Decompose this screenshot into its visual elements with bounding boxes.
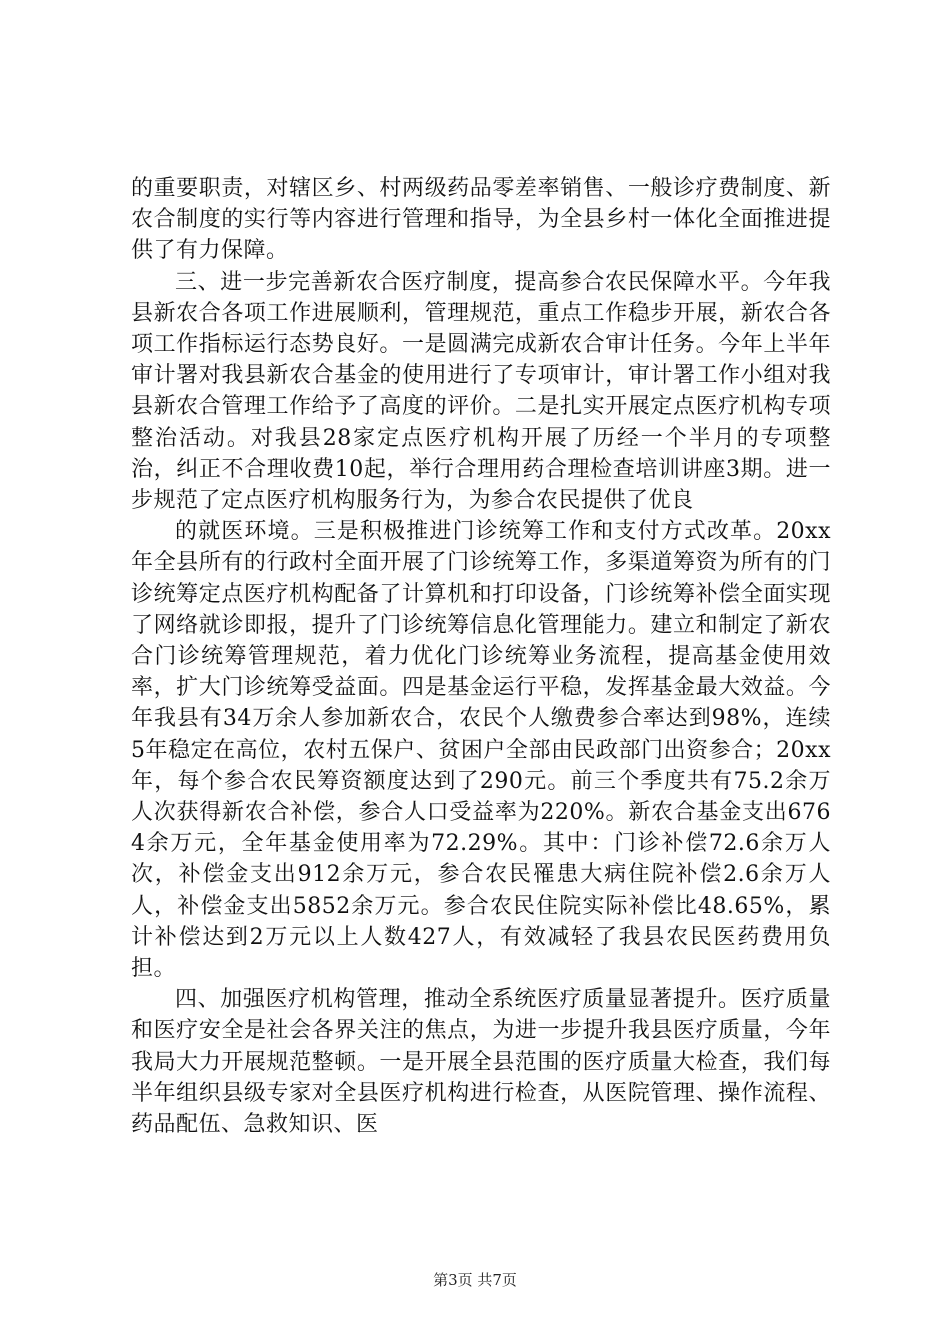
page-number-footer: 第3页 共7页 [433, 1271, 517, 1289]
paragraph-section-three: 三、进一步完善新农合医疗制度，提高参合农民保障水平。今年我县新农合各项工作进展顺利，管理规范，重点工作稳步开展，新农合各项工作指标运行态势良好。一是圆满完成新农合审计任务。今年上半年审计署对我县新农合基金的使用进行了专项审计，审计署工作小组对我县新农合管理工作给予了高度的评价。二是扎实开展定点医疗机构专项整治活动。对我县28家定点医疗机构开展了历经一个半月的专项整治，纠正不合理收费10起，举行合理用药合理检查培训讲座3期。进一步规范了定点医疗机构服务行为，为参合农民提供了优良 [131, 269, 831, 514]
paragraph-continuation: 的重要职责，对辖区乡、村两级药品零差率销售、一般诊疗费制度、新农合制度的实行等内容进行管理和指导，为全县乡村一体化全面推进提供了有力保障。 [131, 176, 831, 264]
document-body [131, 173, 831, 1140]
paragraph-outpatient-reform: 的就医环境。三是积极推进门诊统筹工作和支付方式改革。20xx年全县所有的行政村全面开展了门诊统筹工作，多渠道筹资为所有的门诊统筹定点医疗机构配备了计算机和打印设备，门诊统筹补偿全面实现了网络就诊即报，提升了门诊统筹信息化管理能力。建立和制定了新农合门诊统筹管理规范，着力优化门诊统筹业务流程，提高基金使用效率，扩大门诊统筹受益面。四是基金运行平稳，发挥基金最大效益。今年我县有34万余人参加新农合，农民个人缴费参合率达到98%，连续5年稳定在高位，农村五保户、贫困户全部由民政部门出资参合；20xx年，每个参合农民筹资额度达到了290元。前三个季度共有75.2余万人次获得新农合补偿，参合人口受益率为220%。新农合基金支出6764余万元，全年基金使用率为72.29%。其中：门诊补偿72.6余万人次，补偿金支出912余万元，参合农民罹患大病住院补偿2.6余万人人，补偿金支出5852余万元。参合农民住院实际补偿比48.65%，累计补偿达到2万元以上人数427人，有效减轻了我县农民医药费用负担。 [131, 519, 831, 982]
paragraph-section-four: 四、加强医疗机构管理，推动全系统医疗质量显著提升。医疗质量和医疗安全是社会各界关注的焦点，为进一步提升我县医疗质量，今年我局大力开展规范整顿。一是开展全县范围的医疗质量大检查，我们每半年组织县级专家对全县医疗机构进行检查，从医院管理、操作流程、药品配伍、急救知识、医 [131, 987, 831, 1138]
